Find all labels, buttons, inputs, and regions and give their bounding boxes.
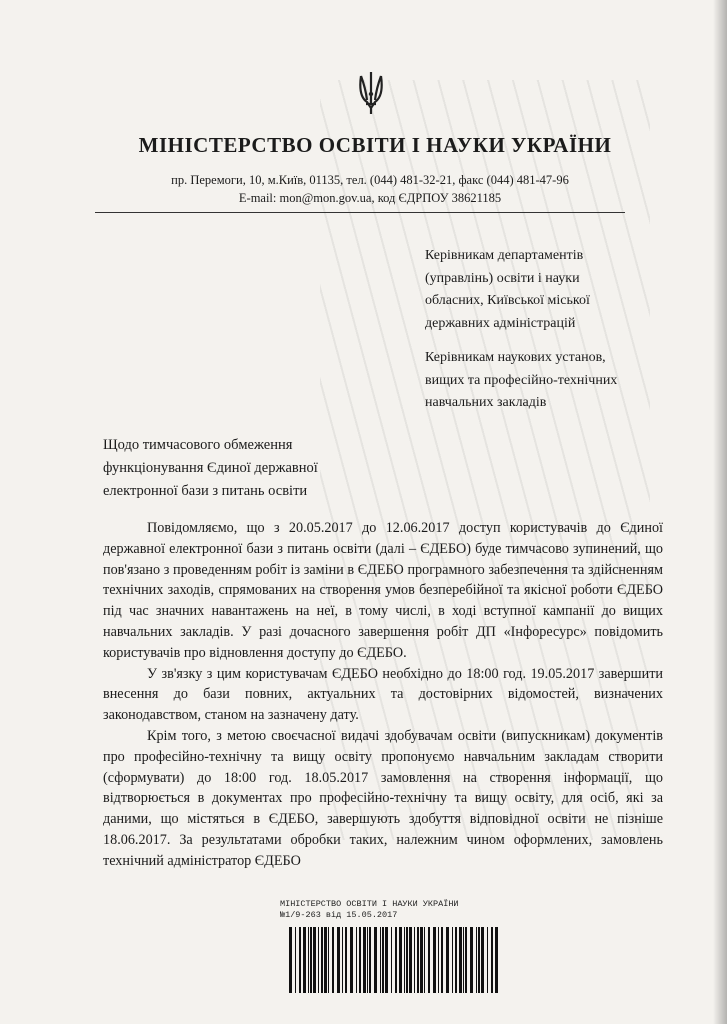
- body-paragraph: Повідомляємо, що з 20.05.2017 до 12.06.2017 доступ користувачів до Єдиної державної електронної бази з питань освіти (далі – ЄДЕБО) буде тимчасово зупинений, що пов'язано з проведенням робіт із заміни в ЄДЕБО програмного забезпечення та здійсненням технічних заходів, спрямованих на створення умов безперебійної та якісної роботи ЄДЕБО під час значних навантажень на неї, в тому числі, в ході вступної кампанії до вищих навчальних закладів. У разі дочасного завершення робіт ДП «Інфоресурс» повідомить користувачів про відновлення доступу до ЄДЕБО.: [103, 520, 663, 661]
- registration-stamp: [280, 899, 540, 921]
- letter-body: [103, 518, 663, 872]
- scan-edge-shadow: [713, 0, 727, 1024]
- subject-line: функціонування Єдиної державної: [103, 460, 318, 476]
- body-paragraph: У зв'язку з цим користувачам ЄДЕБО необхідно до 18:00 год. 19.05.2017 завершити внесення до бази повних, актуальних та достовірних відомостей, визначених законодавством, станом на зазначену дату.: [103, 665, 663, 724]
- email-line: E-mail: mon@mon.gov.ua, код ЄДРПОУ 38621185: [238, 191, 502, 205]
- recipient-line: навчальних закладів: [425, 395, 547, 410]
- address-line: пр. Перемоги, 10, м.Київ, 01135, тел. (044) 481-32-21, факс (044) 481-47-96: [171, 173, 569, 187]
- ministry-title: МІНІСТЕРСТВО ОСВІТИ І НАУКИ УКРАЇНИ: [138, 133, 612, 157]
- stamp-line: №1/9-263 від 15.05.2017: [280, 910, 398, 920]
- recipient-line: державних адміністрацій: [425, 315, 576, 331]
- recipient-line: Керівникам наукових установ,: [425, 350, 606, 365]
- stamp-line: МІНІСТЕРСТВО ОСВІТИ І НАУКИ УКРАЇНИ: [280, 899, 459, 909]
- barcode-image: [285, 925, 505, 997]
- subject-line: електронної бази з питань освіти: [103, 483, 308, 499]
- subject-block: [103, 434, 393, 503]
- trident-emblem-icon: [355, 70, 387, 116]
- recipient-line: вищих та професійно-технічних: [425, 372, 618, 388]
- contact-block: [70, 171, 670, 207]
- header-divider: [95, 212, 625, 213]
- recipients-block: [425, 245, 715, 415]
- body-paragraph: Крім того, з метою своєчасної видачі здобувачам освіти (випускникам) документів про професійно-технічну та вищу освіту пропонуємо навчальним закладам створити (сформувати) до 18:00 год. 18.05.2017 замовлення на створення інформації, що відтворюється в документах про професійно-технічну та вищу освіту, для осіб, які за даними, що містяться в ЄДЕБО, завершують здобуття відповідної освіти не пізніше 18.06.2017. За результатами обробки таких, належним чином оформлених, замовлень технічний адміністратор ЄДЕБО: [103, 727, 663, 869]
- recipient-line: обласних, Київської міської: [425, 293, 590, 308]
- subject-line: Щодо тимчасового обмеження: [103, 437, 293, 453]
- recipient-line: Керівникам департаментів: [425, 248, 584, 263]
- recipient-line: (управлінь) освіти і науки: [425, 270, 580, 286]
